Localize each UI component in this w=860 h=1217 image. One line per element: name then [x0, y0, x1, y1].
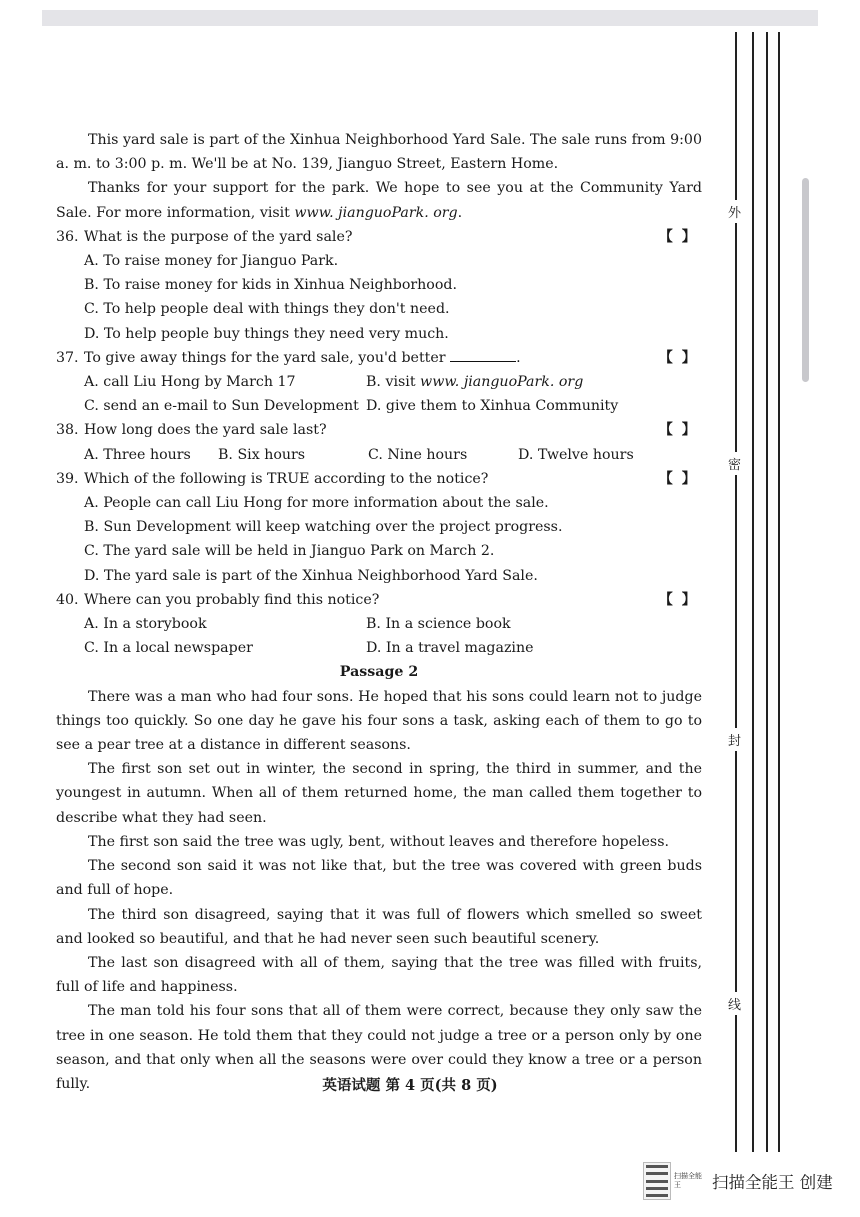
- option: A. To raise money for Jianguo Park.: [84, 253, 339, 270]
- question-39: 39. Which of the following is TRUE according to the notice? 【 】: [56, 467, 702, 491]
- option: B. Sun Development will keep watching over the project progress.: [84, 519, 563, 536]
- seal-label: 密: [728, 452, 741, 475]
- option: B. To raise money for kids in Xinhua Neighborhood.: [84, 277, 457, 294]
- passage-paragraph: The man told his four sons that all of them were correct, because they only saw the tree in one season. He told them that they could not judge a tree or a person only by one season, and that only when all the seasons were over could they know a tree or a person fully.: [56, 1003, 702, 1092]
- option-row: [84, 612, 702, 636]
- answer-bracket[interactable]: 【 】: [658, 228, 698, 245]
- watermark-text: 扫描全能王 创建: [712, 1173, 833, 1192]
- option-row: [84, 370, 702, 394]
- page-footer: 英语试题 第 4 页(共 8 页): [322, 1077, 498, 1094]
- exam-page: [56, 128, 702, 1096]
- option: D. The yard sale is part of the Xinhua Neighborhood Yard Sale.: [84, 567, 538, 584]
- option: B. Six hours: [218, 446, 306, 463]
- passage-title: Passage 2: [339, 664, 419, 681]
- option: D. To help people buy things they need very much.: [84, 325, 449, 342]
- passage-paragraph: The third son disagreed, saying that it was full of flowers which smelled so sweet and looked so beautiful, and that he had never seen such beautiful scenery.: [56, 906, 702, 947]
- notice-paragraph: This yard sale is part of the Xinhua Neighborhood Yard Sale. The sale runs from 9:00 a. m. to 3:00 p. m. We'll be at No. 139, Jianguo Street, Eastern Home.: [56, 132, 702, 173]
- option: C. send an e-mail to Sun Development: [84, 398, 359, 415]
- question-38: 38. How long does the yard sale last? 【 】: [56, 418, 702, 442]
- option: A. People can call Liu Hong for more information about the sale.: [84, 495, 549, 512]
- watermark-logo: 扫描全能王: [674, 1172, 702, 1189]
- answer-bracket[interactable]: 【 】: [658, 422, 698, 439]
- binding-line: [752, 32, 754, 1152]
- option: B. visit www. jianguoPark. org: [366, 374, 584, 391]
- passage-paragraph: The first son set out in winter, the second in spring, the third in summer, and the youngest in autumn. When all of them returned home, the man called them together to describe what they had seen.: [56, 761, 702, 826]
- binding-line: [766, 32, 768, 1152]
- seal-label: 封: [728, 728, 741, 751]
- option: C. Nine hours: [368, 446, 468, 463]
- option: A. In a storybook: [84, 616, 207, 633]
- top-toolbar-strip: [42, 10, 818, 26]
- scanner-watermark: [643, 1162, 833, 1200]
- passage-paragraph: The last son disagreed with all of them, saying that the tree was filled with fruits, full of life and happiness.: [56, 954, 702, 996]
- question-37: 37. To give away things for the yard sale, you'd better . 【 】: [56, 346, 702, 370]
- option: C. In a local newspaper: [84, 640, 253, 657]
- option: C. To help people deal with things they don't need.: [84, 301, 450, 318]
- option: D. give them to Xinhua Community: [366, 398, 619, 415]
- answer-bracket[interactable]: 【 】: [658, 591, 698, 608]
- notice-paragraph: Thanks for your support for the park. We hope to see you at the Community Yard Sale. For more information, visit www. jianguoPark. org.: [56, 180, 702, 221]
- answer-bracket[interactable]: 【 】: [658, 470, 698, 487]
- option-row: [84, 394, 702, 418]
- option: A. Three hours: [84, 446, 191, 463]
- option-row: [84, 636, 702, 660]
- passage-paragraph: The first son said the tree was ugly, bent, without leaves and therefore hopeless.: [88, 833, 669, 850]
- question-36: 36. What is the purpose of the yard sale? 【 】: [56, 225, 702, 249]
- seal-label: 外: [728, 200, 741, 223]
- option: D. In a travel magazine: [366, 640, 534, 657]
- option: A. call Liu Hong by March 17: [84, 374, 296, 391]
- binding-line: [778, 32, 780, 1152]
- option-row: [84, 443, 702, 467]
- seal-label: 线: [728, 992, 741, 1015]
- notice-url: www. jianguoPark. org: [294, 204, 458, 221]
- option: C. The yard sale will be held in Jianguo Park on March 2.: [84, 543, 495, 560]
- passage-paragraph: There was a man who had four sons. He hoped that his sons could learn not to judge things too quickly. So one day he gave his four sons a task, asking each of them to go to see a pear tree at a distance in different seasons.: [56, 688, 702, 754]
- passage-paragraph: The second son said it was not like that, but the tree was covered with green buds and full of hope.: [56, 858, 702, 899]
- option: D. Twelve hours: [518, 446, 634, 463]
- answer-bracket[interactable]: 【 】: [658, 349, 698, 366]
- qr-code-icon: [643, 1162, 671, 1200]
- scrollbar[interactable]: [802, 178, 809, 382]
- question-40: 40. Where can you probably find this notice? 【 】: [56, 588, 702, 612]
- answer-blank[interactable]: [450, 349, 516, 362]
- option: B. In a science book: [366, 616, 511, 633]
